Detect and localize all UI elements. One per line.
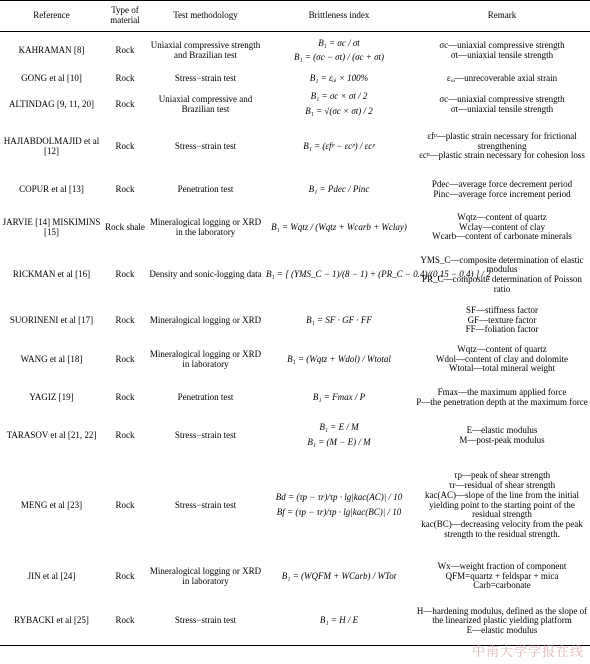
cell-remark [414, 32, 590, 70]
cell-material: Rock [115, 269, 135, 280]
cell-reference: YAGIZ [19] [29, 391, 74, 402]
formula-line: B₁ = (WQFM + WCarb) / WTot [281, 570, 397, 581]
cell-brittleness-index [264, 32, 414, 70]
cell-brittleness-index [264, 456, 414, 556]
cell-reference: HAJIABDOLMAJID et al [12] [3, 135, 100, 156]
remark-line: P—the penetration depth at the maximum force [416, 396, 588, 407]
cell-brittleness-index [264, 302, 414, 340]
remark-line: Fmax—the maximum applied force [437, 386, 567, 397]
cell-brittleness-index [264, 70, 414, 89]
remark-line: kac(AC)—slope of the line from the initial yielding point to the starting point of the residual strength [425, 489, 579, 520]
table-row [0, 173, 590, 207]
cell-reference: GONG et al [10] [21, 73, 82, 84]
cell-remark [414, 70, 590, 89]
header-reference: Reference [0, 1, 103, 32]
cell-remark [414, 207, 590, 249]
remark-line: Wcarb—content of carbonate minerals [432, 231, 572, 242]
table-row [0, 556, 590, 598]
cell-brittleness-index [264, 121, 414, 173]
formula-line: B₁ = E / M [319, 422, 359, 433]
header-row [0, 1, 590, 32]
remark-line: Carb=carbonate [473, 580, 531, 591]
cell-brittleness-index [264, 416, 414, 456]
remark-line: Pdec—average force decrement period [431, 178, 573, 189]
cell-material: Rock shale [105, 221, 145, 232]
table-body [0, 32, 590, 646]
remark-line: M—post-peak modulus [459, 434, 545, 445]
remark-line: PR_C—composite determination of Poisson ratio [422, 274, 582, 294]
cell-reference: WANG et al [18] [20, 353, 83, 364]
remark-line: σc—uniaxial compressive strength [439, 93, 565, 104]
cell-reference: MENG et al [23] [20, 499, 83, 510]
cell-remark [414, 416, 590, 456]
remark-line: E—elastic modulus [466, 424, 538, 435]
remark-line: σt—uniaxial tensile strength [450, 49, 554, 60]
remark-line: QFM=quartz + feldspar + mica [445, 570, 559, 581]
cell-material: Rock [103, 598, 147, 646]
cell-material: Rock [115, 73, 135, 84]
formula-line: B₁ = (M − E) / M [307, 437, 371, 447]
cell-brittleness-index [264, 173, 414, 207]
remark-line: SF—stiffness factor [465, 304, 539, 315]
cell-material: Rock [115, 44, 135, 55]
remark-line: Wtotal—total mineral weight [449, 363, 555, 374]
cell-brittleness-index [264, 556, 414, 598]
cell-method: Mineralogical logging or XRD in the laboratory [149, 216, 262, 237]
table-row [0, 416, 590, 456]
cell-material: Rock [115, 391, 135, 402]
cell-method: Mineralogical logging or XRD in laboratory [149, 348, 262, 369]
cell-material: Rock [115, 140, 135, 151]
formula-line: B₁ = σc / σt [318, 37, 360, 48]
remark-line: E—elastic modulus [466, 625, 538, 636]
cell-method: Penetration test [177, 391, 234, 402]
cell-method: Mineralogical logging or XRD in laboratory [149, 565, 262, 586]
cell-remark [414, 340, 590, 380]
formula-line: B₁ = Fmax / P [312, 391, 366, 402]
formula-line: B₁ = (Wqtz + Wdol) / Wtotal [287, 353, 391, 364]
cell-reference: SUORINENI et al [17] [9, 314, 94, 325]
remark-line: τr—residual of shear strength [448, 480, 556, 491]
cell-remark [414, 456, 590, 556]
cell-remark [414, 598, 590, 646]
cell-remark [414, 556, 590, 598]
formula-line: Bf = (τp − τr)/τp · lg|kac(BC)| / 10 [276, 507, 402, 517]
cell-method: Density and sonic-logging data [149, 269, 262, 280]
remark-line: Wqtz—content of quartz [457, 211, 547, 222]
remark-line: YMS_C—composite determination of elastic modulus [420, 254, 584, 275]
remark-line: Pinc—average force increment period [433, 188, 571, 199]
formula-line: B₁ = √(σc × σt) / 2 [305, 106, 373, 116]
cell-brittleness-index [264, 340, 414, 380]
formula-line: B₁ = σc × σt / 2 [310, 91, 368, 102]
cell-reference: KAHRAMAN [8] [18, 44, 85, 55]
remark-line: Wx—weight fraction of component [437, 560, 567, 571]
cell-brittleness-index [264, 249, 491, 302]
cell-material: Rock [115, 429, 135, 440]
cell-method: Stress−strain test [174, 140, 237, 151]
header-remark: Remark [414, 1, 590, 32]
remark-line: FF—foliation factor [465, 324, 539, 335]
remark-line: H—hardening modulus, defined as the slope of the linearized plastic yielding platform [416, 605, 588, 626]
cell-reference: COPUR et al [13] [19, 183, 84, 194]
formula-line: B₁ = εᵤᵢ × 100% [309, 73, 369, 84]
cell-reference: ALTINDAG [9, 11, 20] [8, 98, 95, 109]
formula-line: B₁ = Pdec / Pinc [308, 183, 370, 194]
cell-remark [414, 302, 590, 340]
cell-material: Rock [115, 183, 135, 194]
table-row [0, 70, 590, 89]
formula-line: B₁ = (εfᵖ − εcᵖ) / εcᵖ [303, 140, 375, 151]
cell-reference: TARASOV et al [21, 22] [6, 429, 97, 440]
cell-material: Rock [115, 314, 135, 325]
watermark: 中南大学学报在线 [471, 645, 584, 660]
header-material: Type of material [103, 1, 147, 32]
cell-brittleness-index [264, 89, 414, 121]
cell-material: Rock [115, 98, 135, 109]
cell-brittleness-index [264, 380, 414, 416]
table-row [0, 302, 590, 340]
cell-method: Stress−strain test [174, 73, 237, 84]
table-row [0, 249, 590, 302]
remark-line: Wclay—content of clay [459, 221, 545, 232]
header-method: Test methodology [147, 1, 264, 32]
cell-brittleness-index [264, 598, 414, 646]
remark-line: εᵤᵢ—unrecoverable axial strain [446, 73, 558, 84]
cell-method: Stress−strain test [147, 598, 264, 646]
cell-reference: RYBACKI et al [25] [0, 598, 103, 646]
remark-line: εfᵖ—plastic strain necessary for frictional strengthening [427, 130, 577, 151]
table-row [0, 456, 590, 556]
remark-line: Wqtz—content of quartz [457, 343, 547, 354]
cell-material: Rock [115, 499, 135, 510]
table-row [0, 598, 590, 646]
cell-reference: JARVIE [14] MISKIMINS [15] [2, 216, 101, 237]
table-row [0, 121, 590, 173]
table-row [0, 380, 590, 416]
cell-remark [414, 121, 590, 173]
formula-line: B₁ = H / E [319, 615, 359, 626]
cell-method: Uniaxial compressive and Brazilian test [158, 93, 253, 114]
cell-brittleness-index [264, 207, 414, 249]
table-row [0, 340, 590, 380]
formula-line: B₁ = [ (YMS_C − 1)/(8 − 1) + (PR_C − 0.4)/(0.15 − 0.4) ] / 2 [266, 269, 491, 280]
cell-remark [414, 89, 590, 121]
remark-line: σc—uniaxial compressive strength [439, 40, 565, 51]
remark-line: εcᵖ—plastic strain necessary for cohesion loss [419, 150, 585, 161]
cell-remark [414, 173, 590, 207]
cell-method: Stress−strain test [174, 499, 237, 510]
remark-line: kac(BC)—decreasing velocity from the peak strength to the residual strength. [421, 519, 583, 539]
formula-line: B₁ = Wqtz / (Wqtz + Wcarb + Wclay) [271, 221, 407, 232]
remark-line: GF—texture factor [467, 314, 537, 325]
cell-remark [414, 249, 590, 302]
header-brittleness-index: Brittleness index [264, 1, 414, 32]
cell-remark [414, 380, 590, 416]
remark-line: τp—peak of shear strength [453, 470, 551, 481]
cell-material: Rock [115, 353, 135, 364]
cell-method: Mineralogical logging or XRD [149, 314, 262, 325]
formula-line: B₁ = (σc − σt) / (σc + σt) [293, 52, 385, 63]
cell-method: Stress−strain test [174, 429, 237, 440]
cell-material: Rock [115, 570, 135, 581]
remark-line: σt—uniaxial tensile strength [450, 103, 554, 114]
formula-line: Bd = (τp − τr)/τp · lg|kac(AC)| / 10 [275, 492, 403, 503]
cell-method: Uniaxial compressive strength and Brazilian test [150, 40, 261, 60]
cell-reference: RICKMAN et al [16] [12, 269, 91, 280]
table-row [0, 89, 590, 121]
remark-line: Wdol—content of clay and dolomite [436, 353, 568, 364]
cell-method: Penetration test [177, 183, 234, 194]
cell-reference: JIN et al [24] [27, 570, 76, 581]
table-row [0, 207, 590, 249]
table-row [0, 32, 590, 70]
formula-line: B₁ = SF · GF · FF [306, 314, 372, 325]
